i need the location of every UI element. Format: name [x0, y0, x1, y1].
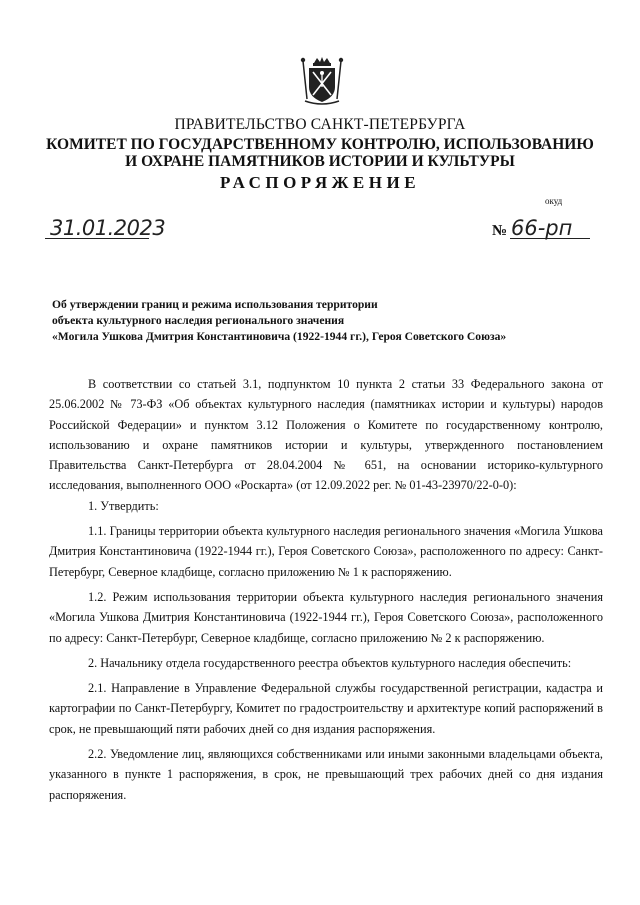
- document-number: 66-рп: [511, 216, 573, 240]
- date-underline: [45, 238, 149, 239]
- okud-label: окуд: [545, 196, 563, 206]
- paragraph-item-2-2: 2.2. Уведомление лиц, являющихся собственниками или иными законными владельцами объекта, указанного в пункте 1 распоряжения, в срок, не превышающий трех рабочих дней со дня издания распоряжения.: [49, 747, 603, 802]
- document-subject: [52, 297, 612, 345]
- document-body: [49, 374, 603, 810]
- subject-line-1: Об утверждении границ и режима использования территории: [52, 298, 378, 311]
- paragraph-item-1-2: 1.2. Режим использования территории объекта культурного наследия регионального значения «Могила Ушкова Дмитрия Константиновича (1922-1944 гг.), Героя Советского Союза», расположенного по адресу: Санкт-Петербург, Северное кладбище, согласно приложению № 2 к распоряжению.: [49, 589, 603, 645]
- subject-line-3: «Могила Ушкова Дмитрия Константиновича (1922-1944 гг.), Героя Советского Союза»: [52, 330, 507, 343]
- paragraph-item-1: 1. Утвердить:: [88, 498, 159, 513]
- number-underline: [510, 238, 590, 239]
- paragraph-item-2-1: 2.1. Направление в Управление Федеральной службы государственной регистрации, кадастра и картографии по Санкт-Петербургу, Комитет по градостроительству и архитектуре копий распоряжений в срок, не превышающий пяти рабочих дней со дня издания распоряжения.: [49, 681, 603, 736]
- government-title: ПРАВИТЕЛЬСТВО САНКТ-ПЕТЕРБУРГА: [174, 116, 466, 133]
- paragraph-item-2: 2. Начальнику отдела государственного реестра объектов культурного наследия обеспечить:: [88, 655, 572, 670]
- document-type-title: РАСПОРЯЖЕНИЕ: [219, 173, 421, 192]
- coat-of-arms-emblem: [297, 55, 347, 107]
- paragraph-item-1-1: 1.1. Границы территории объекта культурного наследия регионального значения «Могила Ушкова Дмитрия Константиновича (1922-1944 гг.), Героя Советского Союза», расположенного по адресу: Санкт-Петербург, Северное кладбище, согласно приложению № 1 к распоряжению.: [49, 524, 603, 579]
- committee-title-line1: КОМИТЕТ ПО ГОСУДАРСТВЕННОМУ КОНТРОЛЮ, ИСПОЛЬЗОВАНИЮ: [46, 136, 594, 153]
- subject-line-2: объекта культурного наследия регионального значения: [52, 314, 345, 327]
- number-label: №: [492, 223, 508, 239]
- committee-title-line2: И ОХРАНЕ ПАМЯТНИКОВ ИСТОРИИ И КУЛЬТУРЫ: [125, 153, 515, 170]
- paragraph-preamble: В соответствии со статьей 3.1, подпунктом 10 пункта 2 статьи 33 Федерального закона от 25.06.2002 № 73-ФЗ «Об объектах культурного наследия (памятниках истории и культуры) народов Российской Федерации» и пунктом 3.12 Положения о Комитете по государственному контролю, использованию и охране памятников истории и культуры, утвержденного постановлением Правительства Санкт-Петербурга от 28.04.2004 № 651, на основании историко-культурного исследования, выполненного ООО «Роскарта» (от 12.09.2022 рег. № 01-43-23970/22-0-0):: [49, 377, 603, 493]
- document-date: 31.01.2023: [50, 216, 166, 240]
